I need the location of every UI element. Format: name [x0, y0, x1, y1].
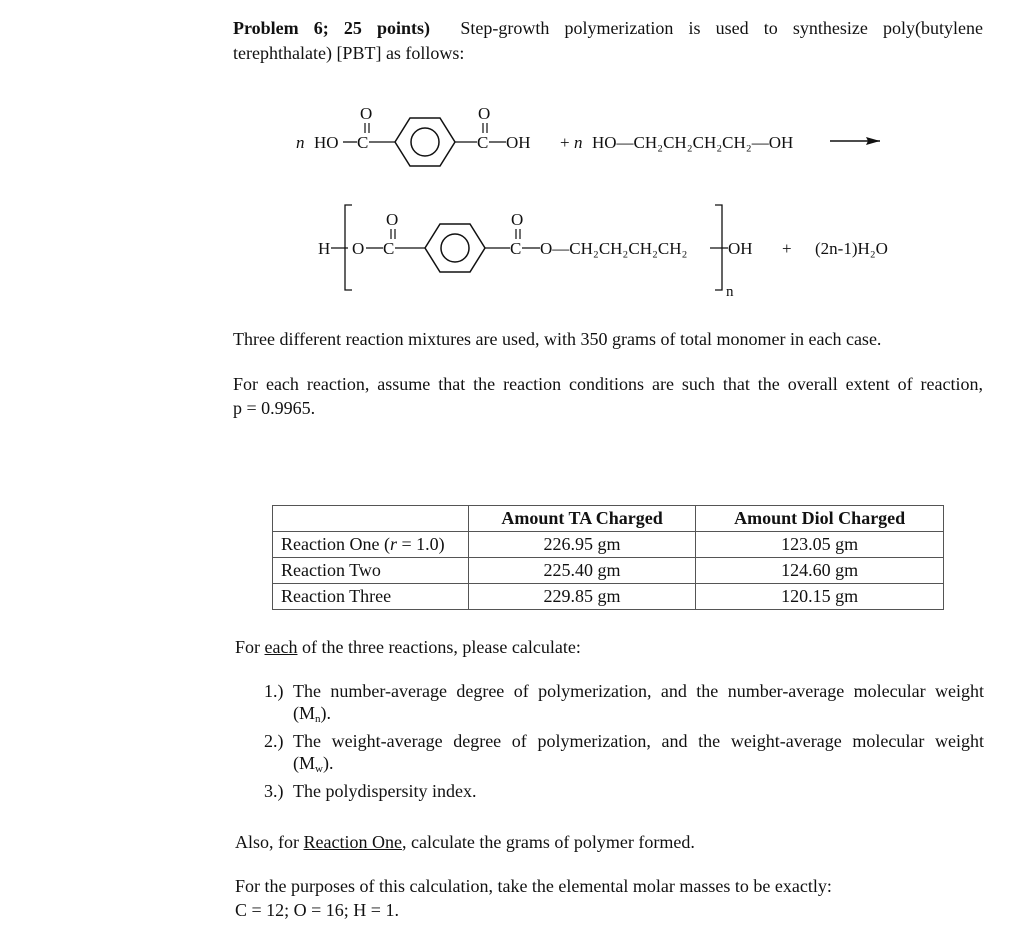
table-row: [273, 532, 944, 558]
assume-line-2: p = 0.9965.: [233, 398, 316, 418]
row-label: Reaction Two: [273, 558, 469, 584]
item-number: 1.): [264, 681, 284, 701]
product-pbt: [318, 205, 753, 300]
butylene-chain: O—CH₂CH₂CH₂CH₂: [540, 239, 688, 258]
row-label: Reaction One (r = 1.0): [273, 532, 469, 558]
intro-line-1: Step-growth polymerization is used to synthesize poly(butylene: [460, 18, 984, 38]
problem-title: Problem 6; 25 points): [233, 18, 431, 38]
list-item: [264, 730, 984, 774]
calc-lead: For each of the three reactions, please calculate:: [235, 637, 581, 657]
row-diol: 123.05 gm: [696, 532, 944, 558]
row-ta: 226.95 gm: [468, 532, 696, 558]
intro-line-2: terephthalate) [PBT] as follows:: [233, 43, 465, 63]
masses-line-2: C = 12; O = 16; H = 1.: [235, 900, 399, 920]
item-text: The number-average degree of polymerization, and the number-average molecular weight: [293, 681, 984, 701]
header-ta: Amount TA Charged: [468, 506, 696, 532]
benzene-ring-product-icon: [425, 224, 485, 272]
reaction-one-underlined: Reaction One: [303, 832, 402, 852]
product-c-left: C: [383, 239, 395, 258]
stoich-n-diol: n: [574, 133, 583, 152]
row-ta: 225.40 gm: [468, 558, 696, 584]
reaction-arrow-icon: [830, 137, 880, 145]
carbonyl-o-left: O: [360, 104, 373, 123]
row-diol: 124.60 gm: [696, 558, 944, 584]
list-item: [264, 780, 984, 802]
table-row: [273, 558, 944, 584]
product-o-left: O: [386, 210, 399, 229]
diol-formula: HO—CH₂CH₂CH₂CH₂—OH: [592, 133, 794, 152]
carbonyl-c-left: C: [357, 133, 369, 152]
product-c-right: C: [510, 239, 522, 258]
carbonyl-o-right: O: [478, 104, 491, 123]
header-diol: Amount Diol Charged: [696, 506, 944, 532]
carbonyl-c-right: C: [477, 133, 489, 152]
ho-group: HO: [314, 133, 339, 152]
item-text: The weight-average degree of polymerization, and the weight-average molecular weight: [293, 731, 984, 751]
oh-group: OH: [506, 133, 531, 152]
charge-table: [272, 505, 944, 610]
item-number: 3.): [264, 781, 284, 801]
row-diol: 120.15 gm: [696, 584, 944, 610]
ester-o-left: O: [352, 239, 365, 258]
reactant-terephthalic-acid: [296, 104, 531, 166]
assume-line-1: For each reaction, assume that the reaction conditions are such that the overall extent of reaction,: [233, 374, 983, 394]
item-text: The polydispersity index.: [293, 781, 477, 801]
h-end: H: [318, 239, 331, 258]
water-byproduct: (2n-1)H₂O: [815, 239, 888, 258]
table-header-row: [273, 506, 944, 532]
table-row: [273, 584, 944, 610]
product-o-right: O: [511, 210, 524, 229]
benzene-ring-icon: [395, 118, 455, 166]
plus-sign: +: [560, 133, 570, 152]
item-text-cont: $(M_w)$.: [293, 753, 334, 775]
masses-line-1: For the purposes of this calculation, take the elemental molar masses to be exactly:: [235, 876, 832, 896]
row-ta: 229.85 gm: [468, 584, 696, 610]
problem-intro: [233, 16, 983, 40]
reaction-scheme: [0, 95, 1024, 305]
stoich-n: n: [296, 133, 305, 152]
list-item: [264, 680, 984, 724]
plus-sign-product: +: [782, 239, 792, 258]
item-text-cont: $(M_n)$.: [293, 703, 331, 725]
row-label: Reaction Three: [273, 584, 469, 610]
each-underlined: each: [264, 637, 298, 657]
mixtures-text: Three different reaction mixtures are used, with 350 grams of total monomer in each case.: [233, 329, 882, 349]
product-oh: OH: [728, 239, 753, 258]
also-text: Also, for Reaction One, calculate the grams of polymer formed.: [235, 832, 695, 852]
table-header-blank: [273, 506, 469, 532]
repeat-n: n: [726, 284, 734, 300]
item-number: 2.): [264, 731, 284, 751]
